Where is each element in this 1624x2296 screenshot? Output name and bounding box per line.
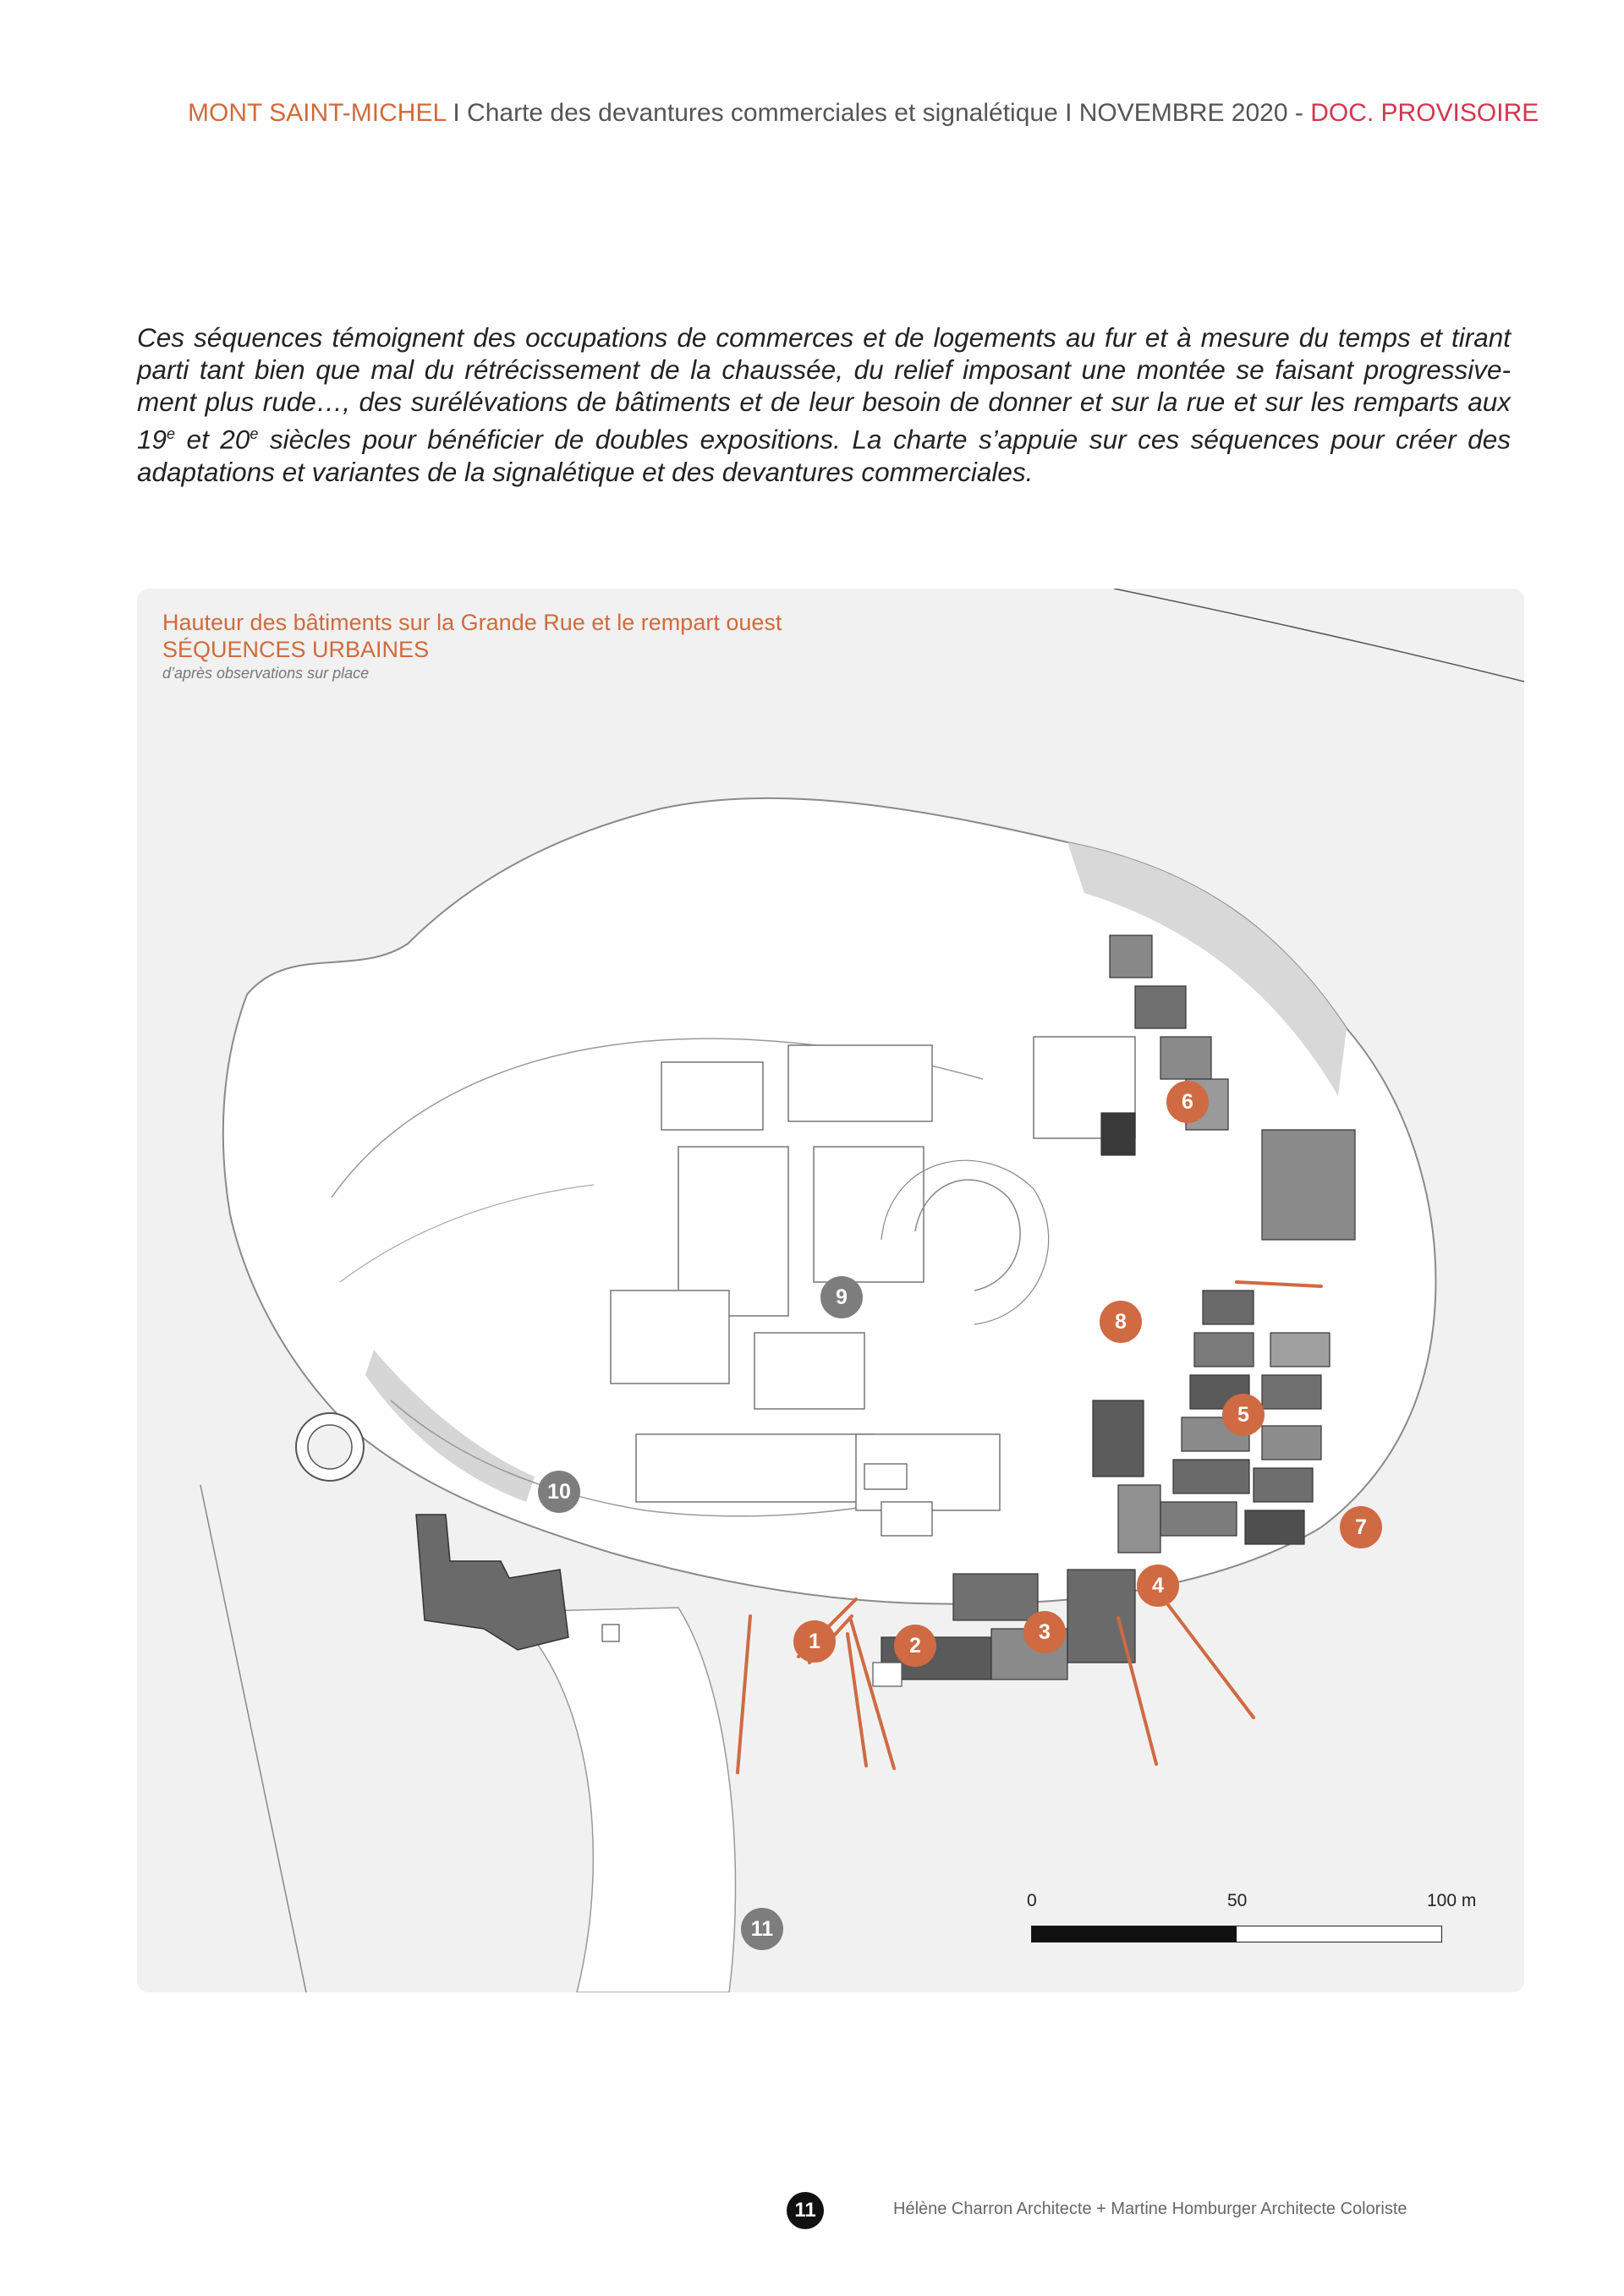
intro-text: siècles pour bénéficier de doubles expositions. La charte s’appuie sur ces séquences pour créer des adaptations et variantes de la signalétique et des devantures commerciales. — [137, 424, 1511, 487]
header-separator: I — [446, 99, 468, 127]
sequence-marker: 7 — [1340, 1506, 1382, 1548]
sequence-marker: 8 — [1100, 1301, 1142, 1343]
header-separator: I — [1057, 99, 1079, 127]
document-title: Charte des devantures commerciales et signalétique — [467, 99, 1058, 127]
sequence-marker: 2 — [894, 1625, 936, 1667]
map-title-line: Hauteur des bâtiments sur la Grande Rue et le rempart ouest — [162, 610, 782, 635]
sequence-marker: 1 — [793, 1620, 836, 1663]
intro-text: Ces séquences témoignent des occupations de commerces et de logements au fur et à mesure du temps et tirant parti tant bien que mal du rétrécissement de la chaussée, du relief imposant une montée se faisant progressive-ment plus rude…, des surélévations de bâtiments et de leur besoin de donner et sur la rue et sur les remparts aux 19 — [137, 322, 1511, 455]
footer-credits: Hélène Charron Architecte + Martine Homburger Architecte Coloriste — [893, 2200, 1407, 2218]
intro-superscript: e — [250, 425, 259, 442]
scale-label: 100 m — [1427, 1891, 1477, 1910]
map-title — [162, 609, 782, 663]
map-subtitle: d’après observations sur place — [162, 665, 370, 682]
map-panel — [137, 589, 1524, 1992]
page-header — [188, 99, 1539, 128]
scale-label: 50 — [1227, 1891, 1248, 1910]
zone-marker: 11 — [741, 1908, 783, 1950]
zone-marker: 9 — [820, 1276, 863, 1318]
document-date: NOVEMBRE 2020 - — [1078, 99, 1311, 127]
document-status: DOC. PROVISOIRE — [1310, 99, 1539, 127]
intro-superscript: e — [167, 425, 176, 442]
sequence-marker: 5 — [1222, 1394, 1265, 1436]
map-title-line: SÉQUENCES URBAINES — [162, 637, 430, 662]
project-name: MONT SAINT-MICHEL — [188, 99, 447, 127]
sequence-marker: 3 — [1023, 1611, 1066, 1653]
sequence-marker: 6 — [1166, 1081, 1209, 1123]
intro-text: et 20 — [175, 424, 250, 455]
intro-paragraph — [137, 321, 1511, 488]
zone-marker: 10 — [538, 1471, 580, 1513]
sequence-marker: 4 — [1137, 1564, 1179, 1607]
scale-label: 0 — [1027, 1891, 1037, 1910]
page-number: 11 — [787, 2192, 824, 2229]
scale-bar — [1031, 1926, 1442, 1943]
scale-bar-fill — [1032, 1926, 1237, 1942]
